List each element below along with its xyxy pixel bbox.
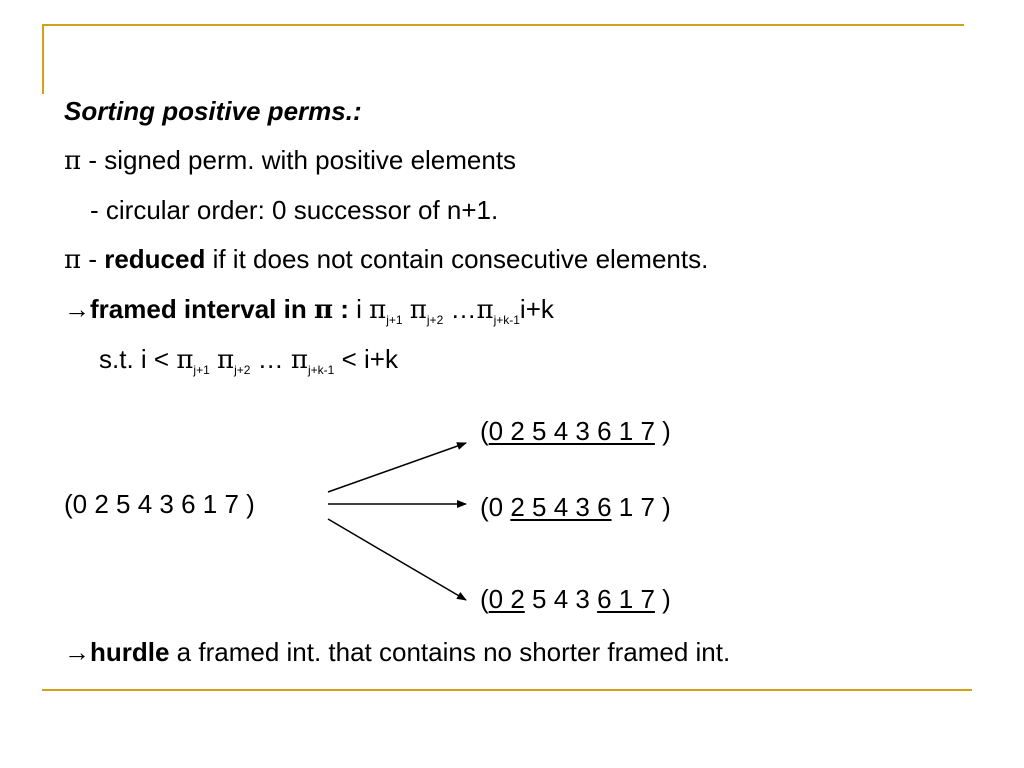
reduced-term: reduced	[104, 244, 206, 274]
pi-symbol: π	[369, 295, 387, 325]
paren-close: )	[654, 416, 671, 446]
line-circular-order: - circular order: 0 successor of n+1.	[90, 195, 499, 225]
arrow-to-target-1	[328, 443, 466, 492]
framed-segment: 6 1 7	[597, 584, 655, 614]
subscript-jk1: j+k-1	[493, 313, 520, 327]
dash: -	[81, 244, 105, 274]
pi-symbol: π	[313, 295, 333, 325]
perm-prefix: (0	[480, 492, 511, 522]
line3-text: if it does not contain consecutive elements.	[205, 244, 709, 274]
pi-symbol: π	[176, 345, 194, 375]
arrow-icon: →	[64, 294, 90, 324]
perm-suffix: 1 7 )	[611, 492, 671, 522]
colon: :	[333, 294, 357, 324]
framed-segment: 0 2	[488, 584, 525, 614]
pi-symbol: π	[409, 295, 427, 325]
pi-symbol: π	[290, 345, 308, 375]
pi-symbol: π	[476, 295, 494, 325]
pi-symbol: π	[64, 146, 82, 176]
source-perm: (0 2 5 4 3 6 1 7 )	[64, 489, 255, 519]
subscript-j2: j+2	[426, 313, 444, 327]
subscript-j1: j+1	[193, 363, 210, 377]
seq-i: i	[356, 294, 370, 324]
paren-close: )	[654, 584, 671, 614]
lt-ik: < i+k	[341, 344, 398, 374]
st-prefix: s.t. i <	[99, 344, 177, 374]
subscript-jk1: j+k-1	[308, 363, 335, 377]
framed-segment: 0 2 5 4 3 6 1 7	[488, 416, 655, 446]
framed-interval-term: framed interval in	[90, 294, 314, 324]
pi-symbol: π	[64, 245, 82, 275]
hurdle-text: a framed int. that contains no shorter framed int.	[169, 637, 731, 667]
arrow-icon: →	[64, 637, 90, 667]
perm-middle: 5 4 3	[524, 584, 598, 614]
ellipsis: …	[443, 294, 477, 324]
subscript-j2: j+2	[234, 363, 251, 377]
subscript-j1: j+1	[386, 313, 403, 327]
pi-symbol: π	[217, 345, 235, 375]
hurdle-term: hurdle	[90, 637, 170, 667]
paren-open: (	[480, 416, 489, 446]
paren-open: (	[480, 584, 489, 614]
arrow-to-target-3	[328, 519, 466, 600]
ellipsis: …	[250, 344, 291, 374]
framed-segment: 2 5 4 3 6	[510, 492, 612, 522]
slide-title: Sorting positive perms.:	[64, 96, 362, 126]
seq-ik: i+k	[519, 294, 554, 324]
line-hurdle	[64, 637, 730, 667]
line1-text: - signed perm. with positive elements	[81, 145, 517, 175]
